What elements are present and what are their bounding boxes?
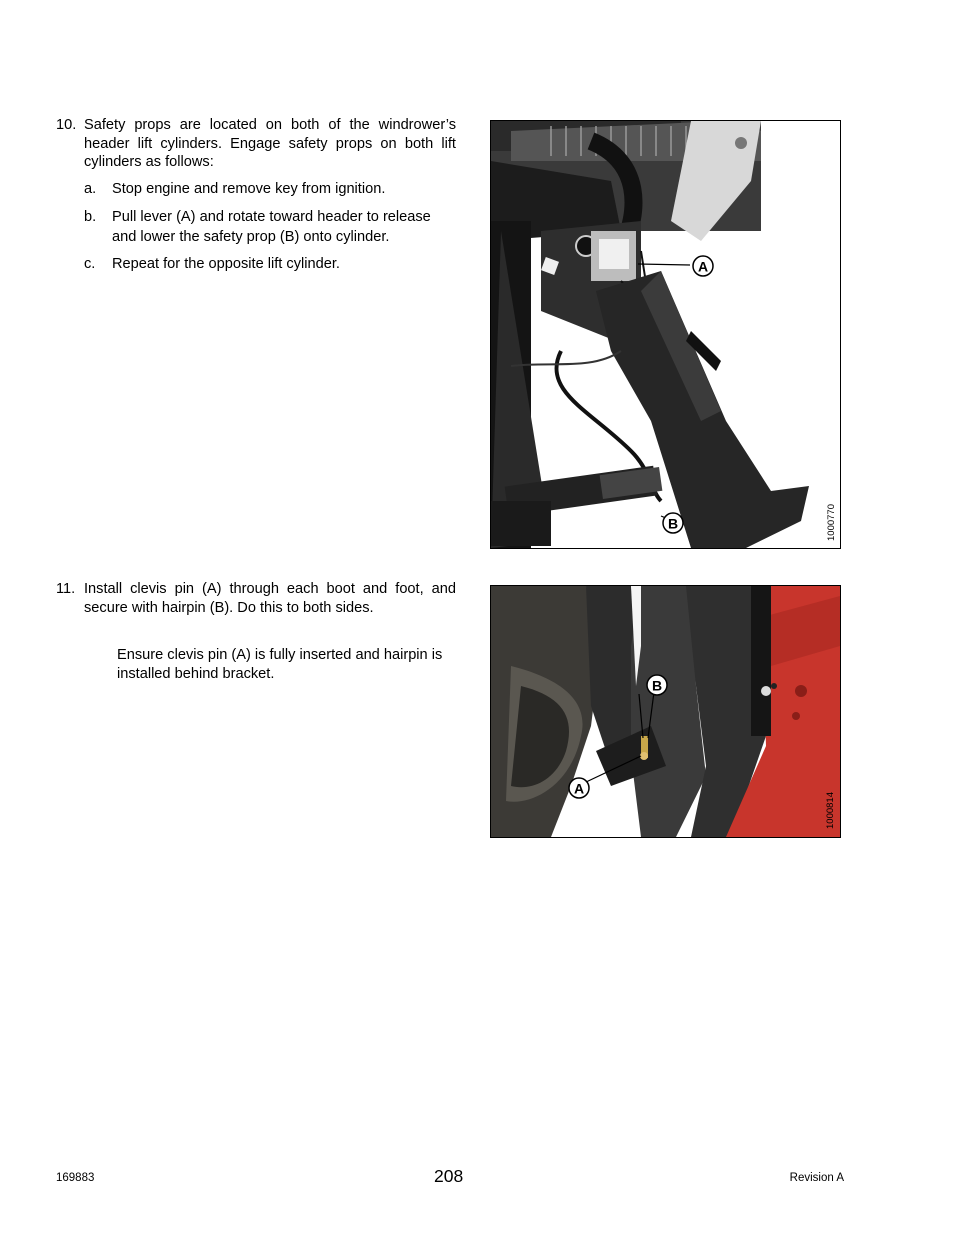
substep-c [84, 255, 456, 275]
substep-label: b. [84, 209, 97, 225]
substep-label: a. [84, 181, 97, 197]
doc-number: 169883 [56, 1172, 95, 1184]
step-number: 10. [56, 117, 77, 133]
figure-safety-prop [490, 120, 841, 549]
callout-b-label: B [651, 677, 663, 694]
step-number: 11. [56, 581, 76, 597]
substep-text: Repeat for the opposite lift cylinder. [112, 256, 340, 272]
callout-b-label: B [667, 515, 679, 532]
callout-b [663, 513, 683, 533]
substep-b [84, 208, 456, 247]
figure-number: 1000814 [825, 792, 836, 829]
revision: Revision A [789, 1172, 844, 1184]
figure-number: 1000770 [826, 504, 837, 541]
step-text: Install clevis pin (A) through each boot and foot, and secure with hairpin (B). Do this to both sides. [84, 581, 456, 616]
substep-text: Stop engine and remove key from ignition. [112, 181, 386, 197]
substep-label: c. [84, 256, 96, 272]
callout-a-label: A [573, 780, 585, 797]
substep-a [84, 180, 456, 200]
callout-a-label: A [697, 258, 709, 275]
step-note: Ensure clevis pin (A) is fully inserted and hairpin is installed behind bracket. [117, 647, 443, 682]
figure-clevis-pin [490, 585, 841, 838]
page-number: 208 [434, 1166, 464, 1186]
callout-a [569, 778, 589, 798]
step-10 [56, 116, 456, 172]
step-11 [56, 580, 456, 617]
step-text: Safety props are located on both of the windrower’s header lift cylinders. Engage safety props on both lift cylinders as follows: [84, 117, 456, 170]
callout-a [693, 256, 713, 276]
clevis-pin-illustration [491, 586, 840, 837]
substep-text: Pull lever (A) and rotate toward header to release and lower the safety prop (B) onto cylinder. [112, 209, 431, 245]
callout-b [647, 675, 667, 695]
safety-prop-illustration [491, 121, 840, 548]
